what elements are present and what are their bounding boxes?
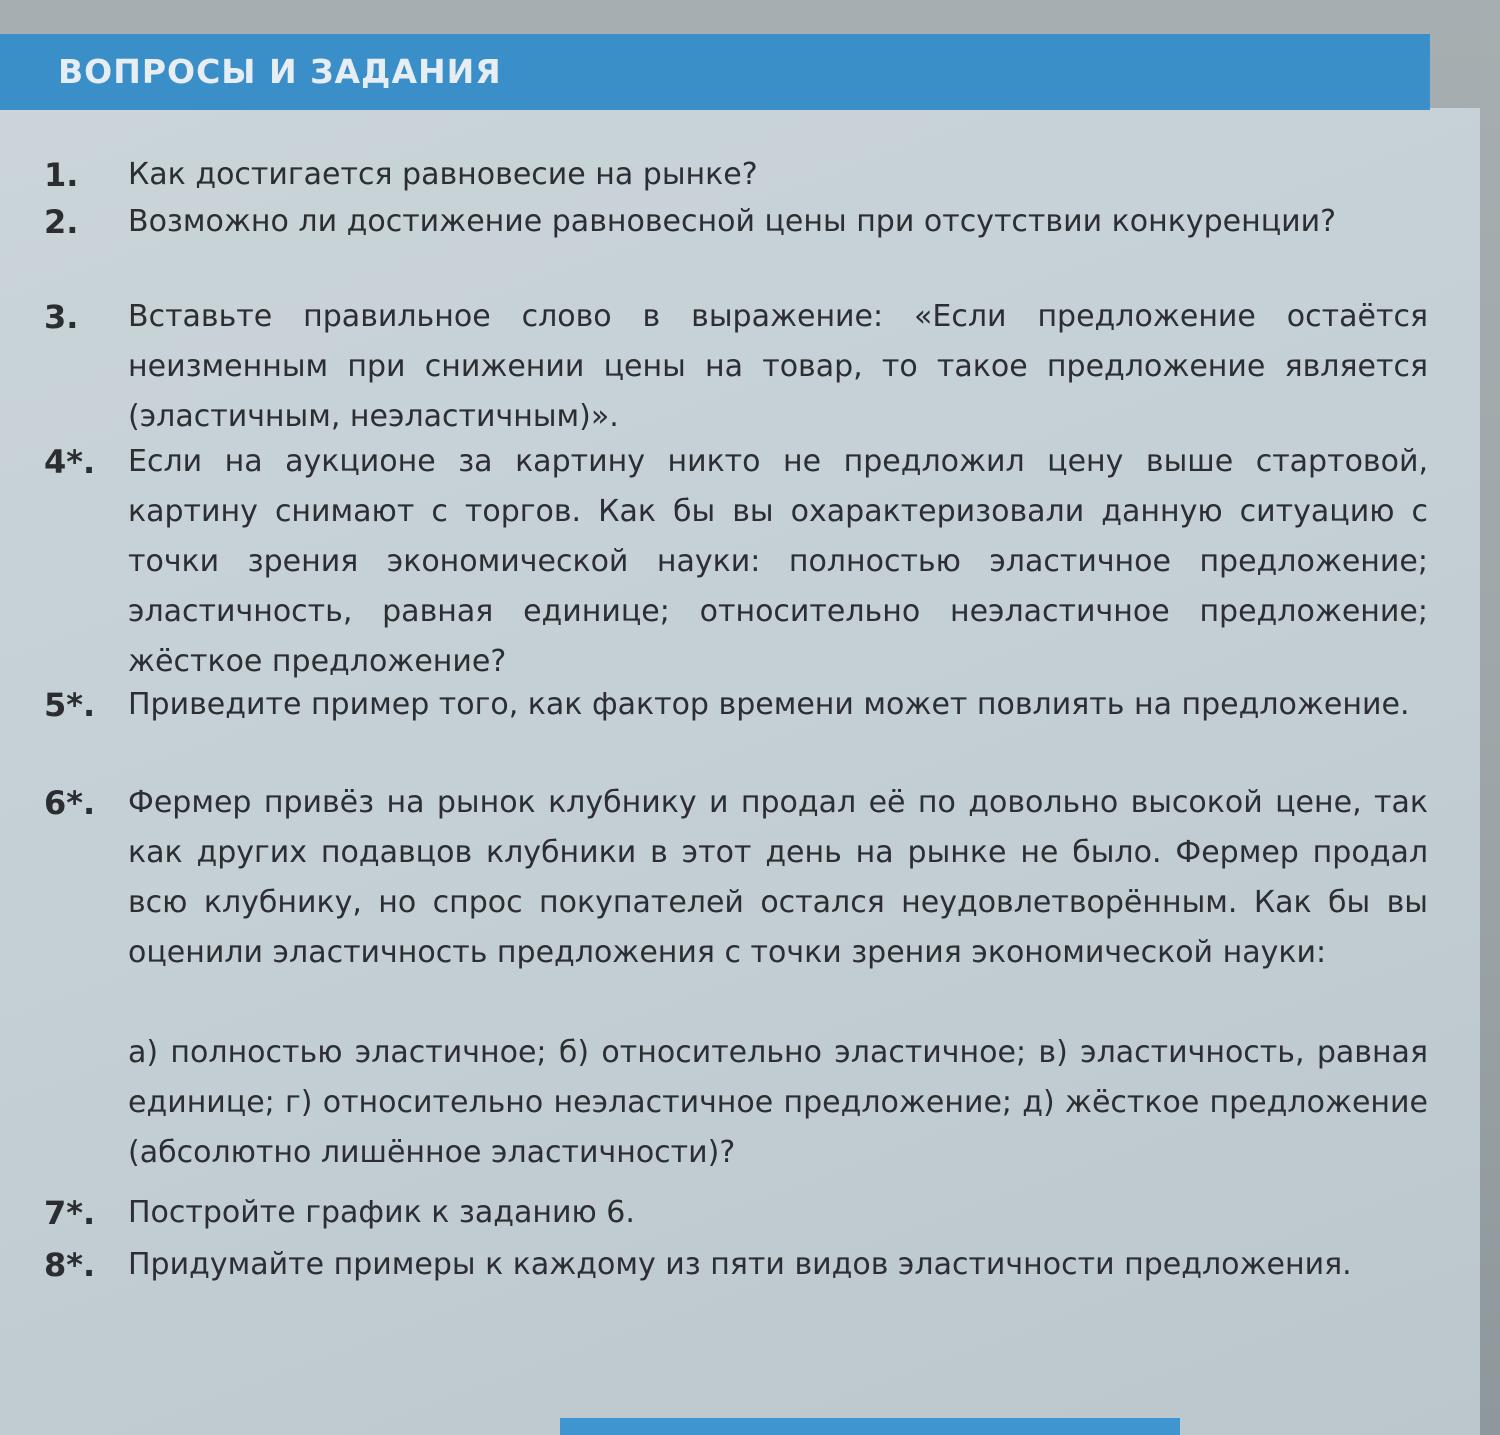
question-text: Возможно ли достижение равновесной цены при отсутствии конкуренции? xyxy=(128,204,1337,239)
question-text: Вставьте правильное слово в выражение: «Если предложение остаётся неизменным при снижении цены на товар, то такое предложение является (эластичным, неэластичным)». xyxy=(128,299,1428,434)
question-number: 1. xyxy=(44,156,79,194)
question-text: Приведите пример того, как фактор времени может повлиять на предложение. xyxy=(128,687,1410,722)
question-number: 2. xyxy=(44,203,79,241)
question-text: Постройте график к заданию 6. xyxy=(128,1195,635,1230)
question-number: 4*. xyxy=(44,443,96,481)
bottom-accent-strip xyxy=(560,1418,1180,1435)
question-number: 8*. xyxy=(44,1246,96,1284)
question-options: а) полностью эластичное; б) относительно эластичное; в) эластичность, равная единице; г) относительно неэластичное предложение; д) жёсткое предложение (абсолютно лишённое эластичности)? xyxy=(128,1035,1428,1170)
section-title: ВОПРОСЫ И ЗАДАНИЯ xyxy=(58,52,502,91)
question-number: 3. xyxy=(44,298,79,336)
question-number: 7*. xyxy=(44,1194,96,1232)
question-text: Если на аукционе за картину никто не предложил цену выше стартовой, картину снимают с торгов. Как бы вы охарактеризовали данную ситуацию с точки зрения экономической науки: полностью эластичное предложение; эластичность, равная единице; относительно неэластичное предложение; жёсткое предложение? xyxy=(128,444,1428,679)
question-text: Как достигается равновесие на рынке? xyxy=(128,157,758,192)
question-text: Придумайте примеры к каждому из пяти видов эластичности предложения. xyxy=(128,1247,1352,1282)
question-number: 6*. xyxy=(44,784,96,822)
question-number: 5*. xyxy=(44,686,96,724)
question-text: Фермер привёз на рынок клубнику и продал её по довольно высокой цене, так как других подавцов клубники в этот день на рынке не было. Фермер продал всю клубнику, но спрос покупателей остался неудовлетворённым. Как бы вы оценили эластичность предложения с точки зрения экономической науки: xyxy=(128,785,1428,970)
